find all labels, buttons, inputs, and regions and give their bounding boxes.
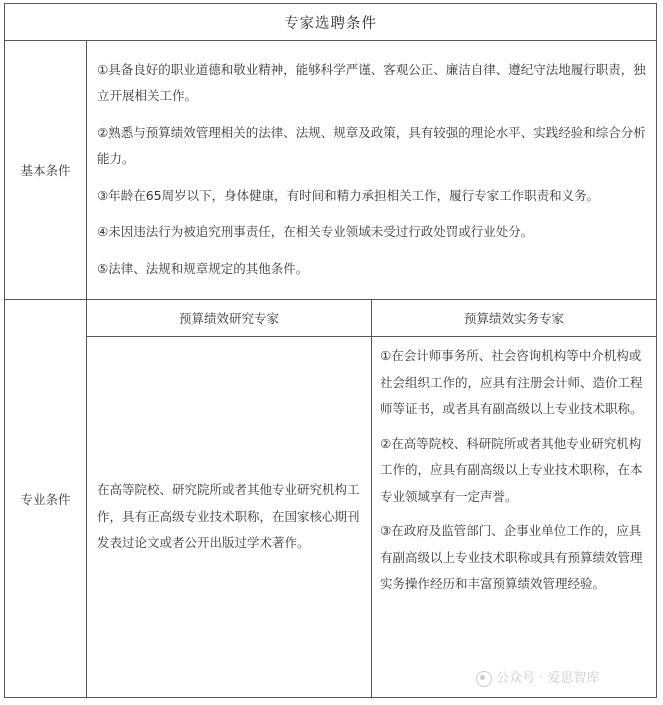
title-row: [5, 4, 657, 41]
practice-condition-item: ②在高等院校、科研院所或者其他专业研究机构工作的，应具有副高级以上专业技术职称，在本专业领域享有一定声誉。: [380, 435, 643, 504]
basic-conditions-content: [87, 41, 657, 300]
table-title: 专家选聘条件: [5, 4, 657, 41]
practice-expert-conditions: [372, 337, 657, 698]
basic-condition-item: ①具备良好的职业道德和敬业精神，能够科学严谨、客观公正、廉洁自律、遵纪守法地履行职责，独立开展相关工作。: [97, 61, 646, 104]
professional-content-row: [5, 337, 657, 698]
professional-conditions-label: 专业条件: [5, 300, 87, 698]
wechat-icon: [476, 671, 492, 687]
basic-condition-item: ④未因违法行为被追究刑事责任，在相关专业领域未受过行政处罚或行业处分。: [97, 224, 534, 240]
basic-condition-item: ②熟悉与预算绩效管理相关的法律、法规、规章及政策，具有较强的理论水平、实践经验和综合分析能力。: [97, 124, 646, 167]
basic-condition-item: ③年龄在65周岁以下，身体健康，有时间和精力承担相关工作，履行专家工作职责和义务。: [97, 187, 600, 203]
basic-conditions-label: 基本条件: [5, 41, 87, 300]
research-expert-conditions: 在高等院校、研究院所或者其他专业研究机构工作，具有正高级专业技术职称，在国家核心期刊发表过论文或者公开出版过学术著作。: [87, 337, 372, 698]
professional-header-row: [5, 300, 657, 337]
practice-condition-item: ③在政府及监管部门、企事业单位工作的，应具有副高级以上专业技术职称或具有预算绩效管理实务操作经历和丰富预算绩效管理经验。: [380, 523, 643, 591]
practice-condition-item: ①在会计师事务所、社会咨询机构等中介机构或社会组织工作的，应具有注册会计师、造价工程师等证书，或者具有副高级以上专业技术职称。: [380, 348, 643, 416]
watermark: [476, 667, 652, 689]
practice-expert-header: 预算绩效实务专家: [372, 300, 657, 337]
research-expert-header: 预算绩效研究专家: [87, 300, 372, 337]
basic-condition-item: ⑤法律、法规和规章规定的其他条件。: [97, 260, 309, 276]
watermark-text: 公众号 · 爱思智库: [496, 671, 600, 686]
basic-conditions-row: [5, 41, 657, 300]
expert-conditions-table: [4, 3, 657, 698]
